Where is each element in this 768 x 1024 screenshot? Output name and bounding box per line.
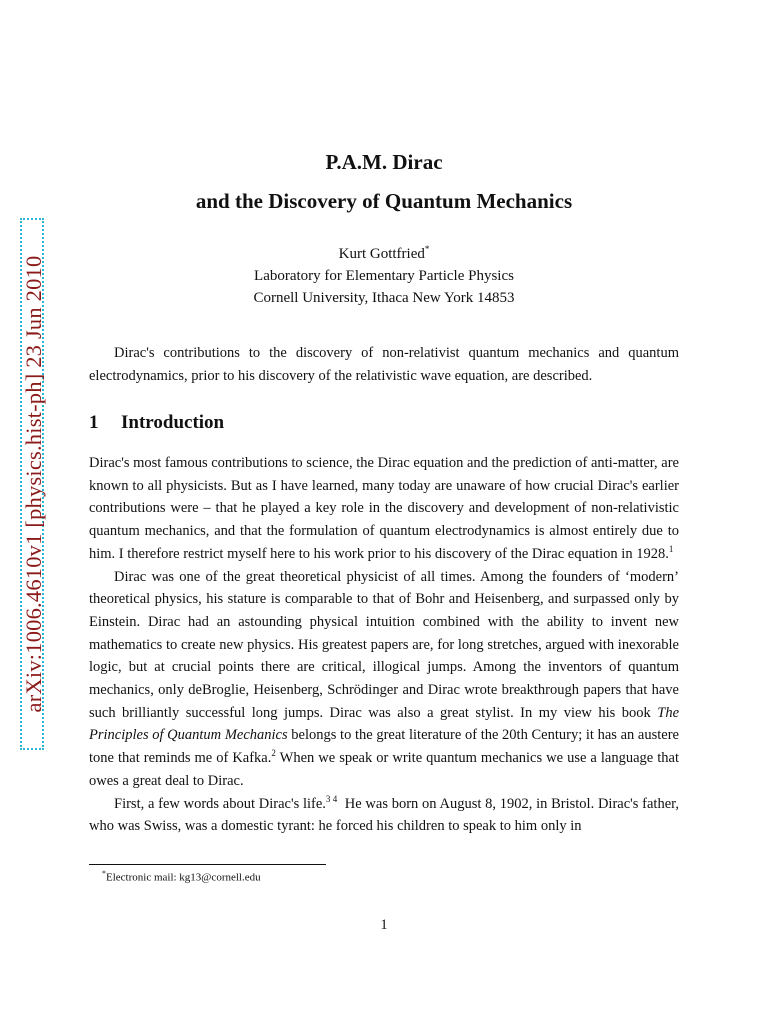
book-title: The Principles of Quantum Mechanics	[89, 704, 680, 744]
reference-1: 1	[668, 543, 674, 554]
affiliation-line-2: Cornell University, Ithaca New York 14853	[253, 290, 515, 306]
author-name: Kurt Gottfried	[338, 246, 425, 262]
reference-3-4: 3 4	[325, 793, 338, 804]
author-block	[0, 238, 768, 309]
affiliation-line-1: Laboratory for Elementary Particle Physics	[254, 268, 514, 284]
paragraph-1-text: Dirac's most famous contributions to science, the Dirac equation and the prediction of anti-matter, are known to all physicists. But as I have learned, many today are unaware of how crucial Dirac's earlier contributions were – that he played a key role in the discovery and development of non-relativistic quantum mechanics, and that the formulation of quantum electrodynamics is almost entirely due to him. I therefore restrict myself here to his work prior to his discovery of the Dirac equation in 1928.	[89, 455, 679, 562]
paper-title-line-1: P.A.M. Dirac	[325, 150, 443, 174]
footnote-mark: *	[102, 869, 106, 878]
abstract-text: Dirac's contributions to the discovery of non-relativist quantum mechanics and quantum electrodynamics, prior to his discovery of the relativistic wave equation, are described.	[89, 345, 679, 384]
paragraph-2-text-b: belongs to the great literature of the 20th Century; it has an austere tone that reminds me of Kafka.	[89, 727, 679, 767]
abstract	[89, 342, 679, 388]
section-heading	[89, 410, 679, 436]
arxiv-identifier: arXiv:1006.4610v1 [physics.hist-ph] 23 Jun 2010	[21, 255, 46, 713]
paragraph-1	[89, 452, 679, 566]
paragraph-3	[89, 793, 679, 838]
footnote-rule	[89, 864, 326, 865]
section-number: 1	[89, 412, 99, 433]
footnote	[102, 867, 602, 885]
reference-2: 2	[271, 748, 276, 759]
paper-title-line-2: and the Discovery of Quantum Mechanics	[195, 189, 573, 213]
paragraph-2	[89, 566, 679, 793]
page-number: 1	[380, 917, 388, 933]
paragraph-2-text-c: When we speak or write quantum mechanics we use a language that owes a great deal to Dirac.	[89, 750, 679, 789]
footnote-text: Electronic mail: kg13@cornell.edu	[106, 871, 261, 884]
author-footnote-mark: *	[424, 244, 430, 254]
section-title: Introduction	[121, 412, 225, 433]
paragraph-2-text-a: Dirac was one of the great theoretical physicist of all times. Among the founders of ‘modern’ theoretical physics, his stature is comparable to that of Bohr and Heisenberg, and surpassed only by Einstein. Dirac had an astounding physical intuition combined with the ability to invent new mathematics to create new physics. His greatest papers are, for long stretches, argued with inexorable logic, but at crucial points there are critical, illogical jumps. Among the inventors of quantum mechanics, only deBroglie, Heisenberg, Schrödinger and Dirac wrote breakthrough papers that have such brilliantly successful long jumps. Dirac was also a great stylist. In my view his book	[89, 568, 679, 721]
paragraph-3-text-a: First, a few words about Dirac's life.	[114, 795, 326, 812]
body-text	[89, 452, 679, 838]
paragraph-3-text-b: He was born on August 8, 1902, in Bristol. Dirac's father, who was Swiss, was a domestic tyrant: he forced his children to speak to him only in	[89, 795, 680, 835]
author-name-line	[0, 238, 768, 265]
